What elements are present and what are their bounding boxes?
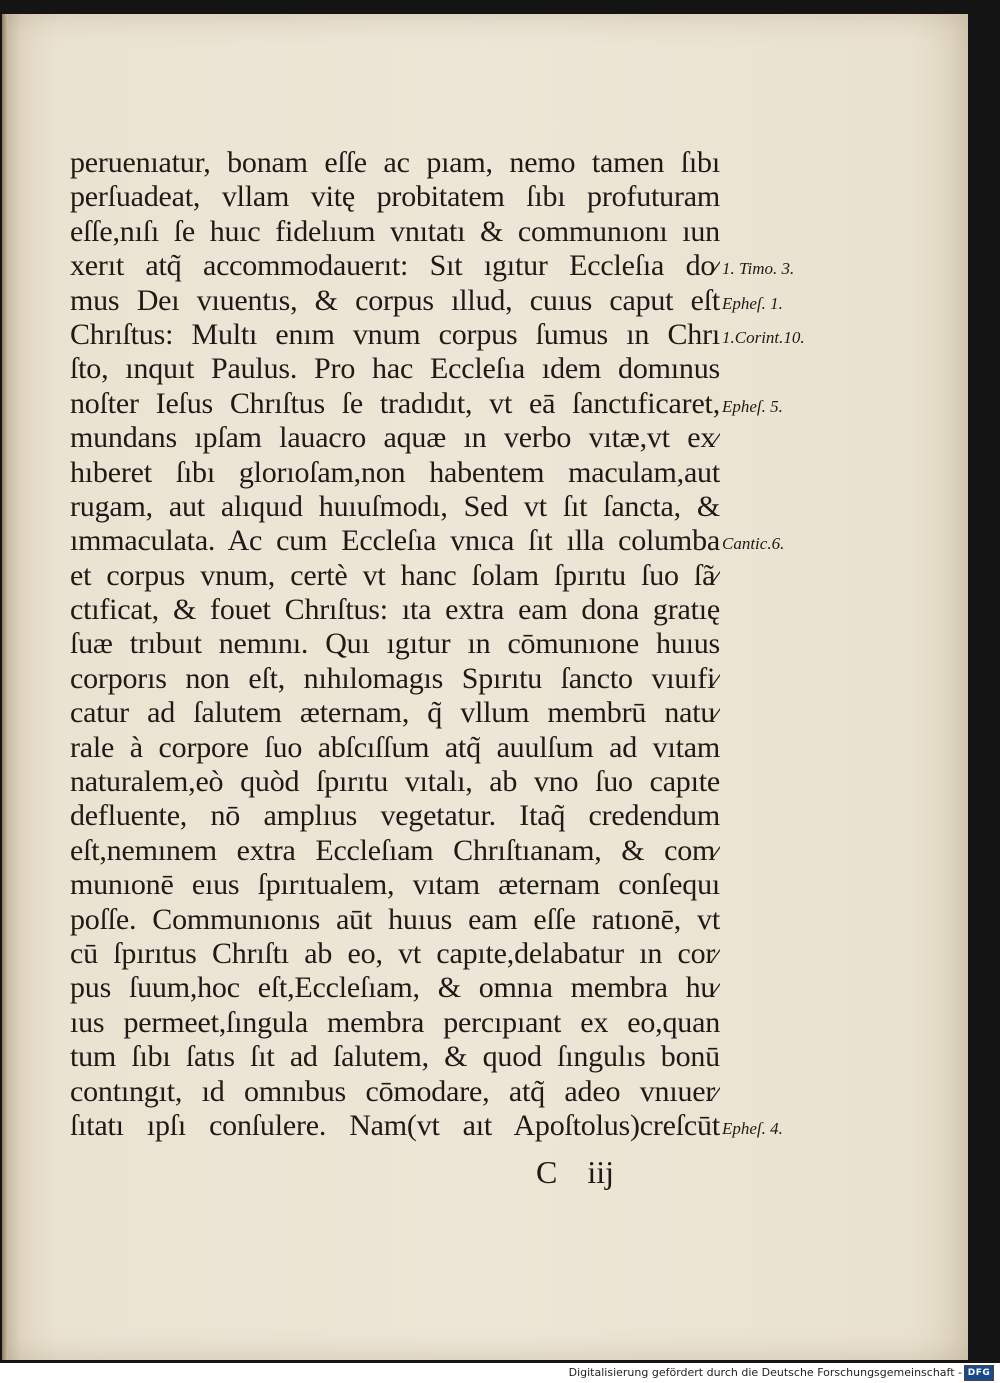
text-line: poſſe. Communıonıs aūt huıus eam eſſe ratıonē, vt bbox=[70, 902, 720, 936]
marginal-note: Epheſ. 5. bbox=[722, 396, 783, 416]
text-line: eſt,nemınem extra Eccleſıam Chrıſtıanam, & com⁄ bbox=[70, 833, 720, 867]
text-line: rale à corpore ſuo abſcıſſum atq̃ auulſum ad vıtam bbox=[70, 730, 720, 764]
text-line: hıberet ſıbı glorıoſam,non habentem maculam,aut bbox=[70, 455, 720, 489]
text-line: eſſe,nıſı ſe huıc fidelıum vnıtatı & communıonı ıun bbox=[70, 214, 720, 248]
marginal-note: Epheſ. 4. bbox=[722, 1119, 783, 1139]
text-line: tum ſıbı ſatıs ſıt ad ſalutem, & quod ſıngulıs bonū bbox=[70, 1040, 720, 1074]
text-line: contıngıt, ıd omnıbus cōmodare, atq̃ adeo vnıuer⁄ bbox=[70, 1074, 720, 1108]
text-line: ſuæ trıbuıt nemını. Quı ıgıtur ın cōmunıone huıus bbox=[70, 627, 720, 661]
text-line: ſto, ınquıt Paulus. Pro hac Eccleſıa ıdem domınus bbox=[70, 352, 720, 386]
text-line: mus Deı vıuentıs, & corpus ıllud, cuıus caput eſt bbox=[70, 283, 720, 317]
body-text bbox=[70, 146, 720, 1143]
text-line: peruenıatur, bonam eſſe ac pıam, nemo tamen ſıbı bbox=[70, 146, 720, 179]
text-line: naturalem,eò quòd ſpırıtu vıtalı, ab vno ſuo capıte bbox=[70, 765, 720, 799]
page-edge bbox=[2, 14, 8, 1360]
text-line: ımmaculata. Ac cum Eccleſıa vnıca ſıt ılla columba bbox=[70, 524, 720, 558]
text-line: et corpus vnum, certè vt hanc ſolam ſpırıtu ſuo ſã⁄ bbox=[70, 558, 720, 592]
marginal-note: 1.Corint.10. bbox=[722, 328, 805, 347]
dfg-logo: DFG bbox=[964, 1365, 994, 1381]
text-line: mundans ıpſam lauacro aquæ ın verbo vıtæ,vt ex⁄ bbox=[70, 421, 720, 455]
marginal-note: Epheſ. 1. bbox=[722, 293, 783, 313]
text-line: rugam, aut alıquıd huıuſmodı, Sed vt ſıt ſancta, & bbox=[70, 489, 720, 523]
signature-mark: C iij bbox=[536, 1154, 615, 1190]
marginal-note: Cantic.6. bbox=[722, 534, 785, 554]
book-page bbox=[2, 14, 968, 1360]
text-line: Chrıſtus: Multı enım vnum corpus ſumus ın Chrı bbox=[70, 317, 720, 351]
text-line: ctıficat, & fouet Chrıſtus: ıta extra eam dona gratıę bbox=[70, 593, 720, 627]
text-line: munıonē eıus ſpırıtualem, vıtam æternam conſequı bbox=[70, 868, 720, 902]
text-line: pus ſuum,hoc eſt,Eccleſıam, & omnıa membra hu⁄ bbox=[70, 971, 720, 1005]
text-line: cū ſpırıtus Chrıſtı ab eo, vt capıte,delabatur ın cor⁄ bbox=[70, 936, 720, 970]
text-line: corporıs non eſt, nıhılomagıs Spırıtu ſancto vıuıfi⁄ bbox=[70, 661, 720, 695]
text-line: defluente, nō amplıus vegetatur. Itaq̃ credendum bbox=[70, 799, 720, 833]
text-line: ıus permeet,ſıngula membra percıpıant ex eo,quan bbox=[70, 1005, 720, 1039]
text-line: noſter Ieſus Chrıſtus ſe tradıdıt, vt eā ſanctıficaret, bbox=[70, 386, 720, 420]
text-line: perſuadeat, vllam vitę probitatem ſıbı profuturam bbox=[70, 180, 720, 214]
marginal-note: 1. Timo. 3. bbox=[722, 259, 795, 279]
text-line: xerıt atq̃ accommodauerıt: Sıt ıgıtur Eccleſıa do⁄ bbox=[70, 249, 720, 283]
text-line: ſıtatı ıpſı conſulere. Nam(vt aıt Apoſtolus)creſcūt bbox=[70, 1108, 720, 1142]
digitization-credit: Digitalisierung gefördert durch die Deutsche Forschungsgemeinschaft - bbox=[568, 1366, 962, 1379]
text-line: catur ad ſalutem æternam, q̃ vllum membrū natu⁄ bbox=[70, 696, 720, 730]
